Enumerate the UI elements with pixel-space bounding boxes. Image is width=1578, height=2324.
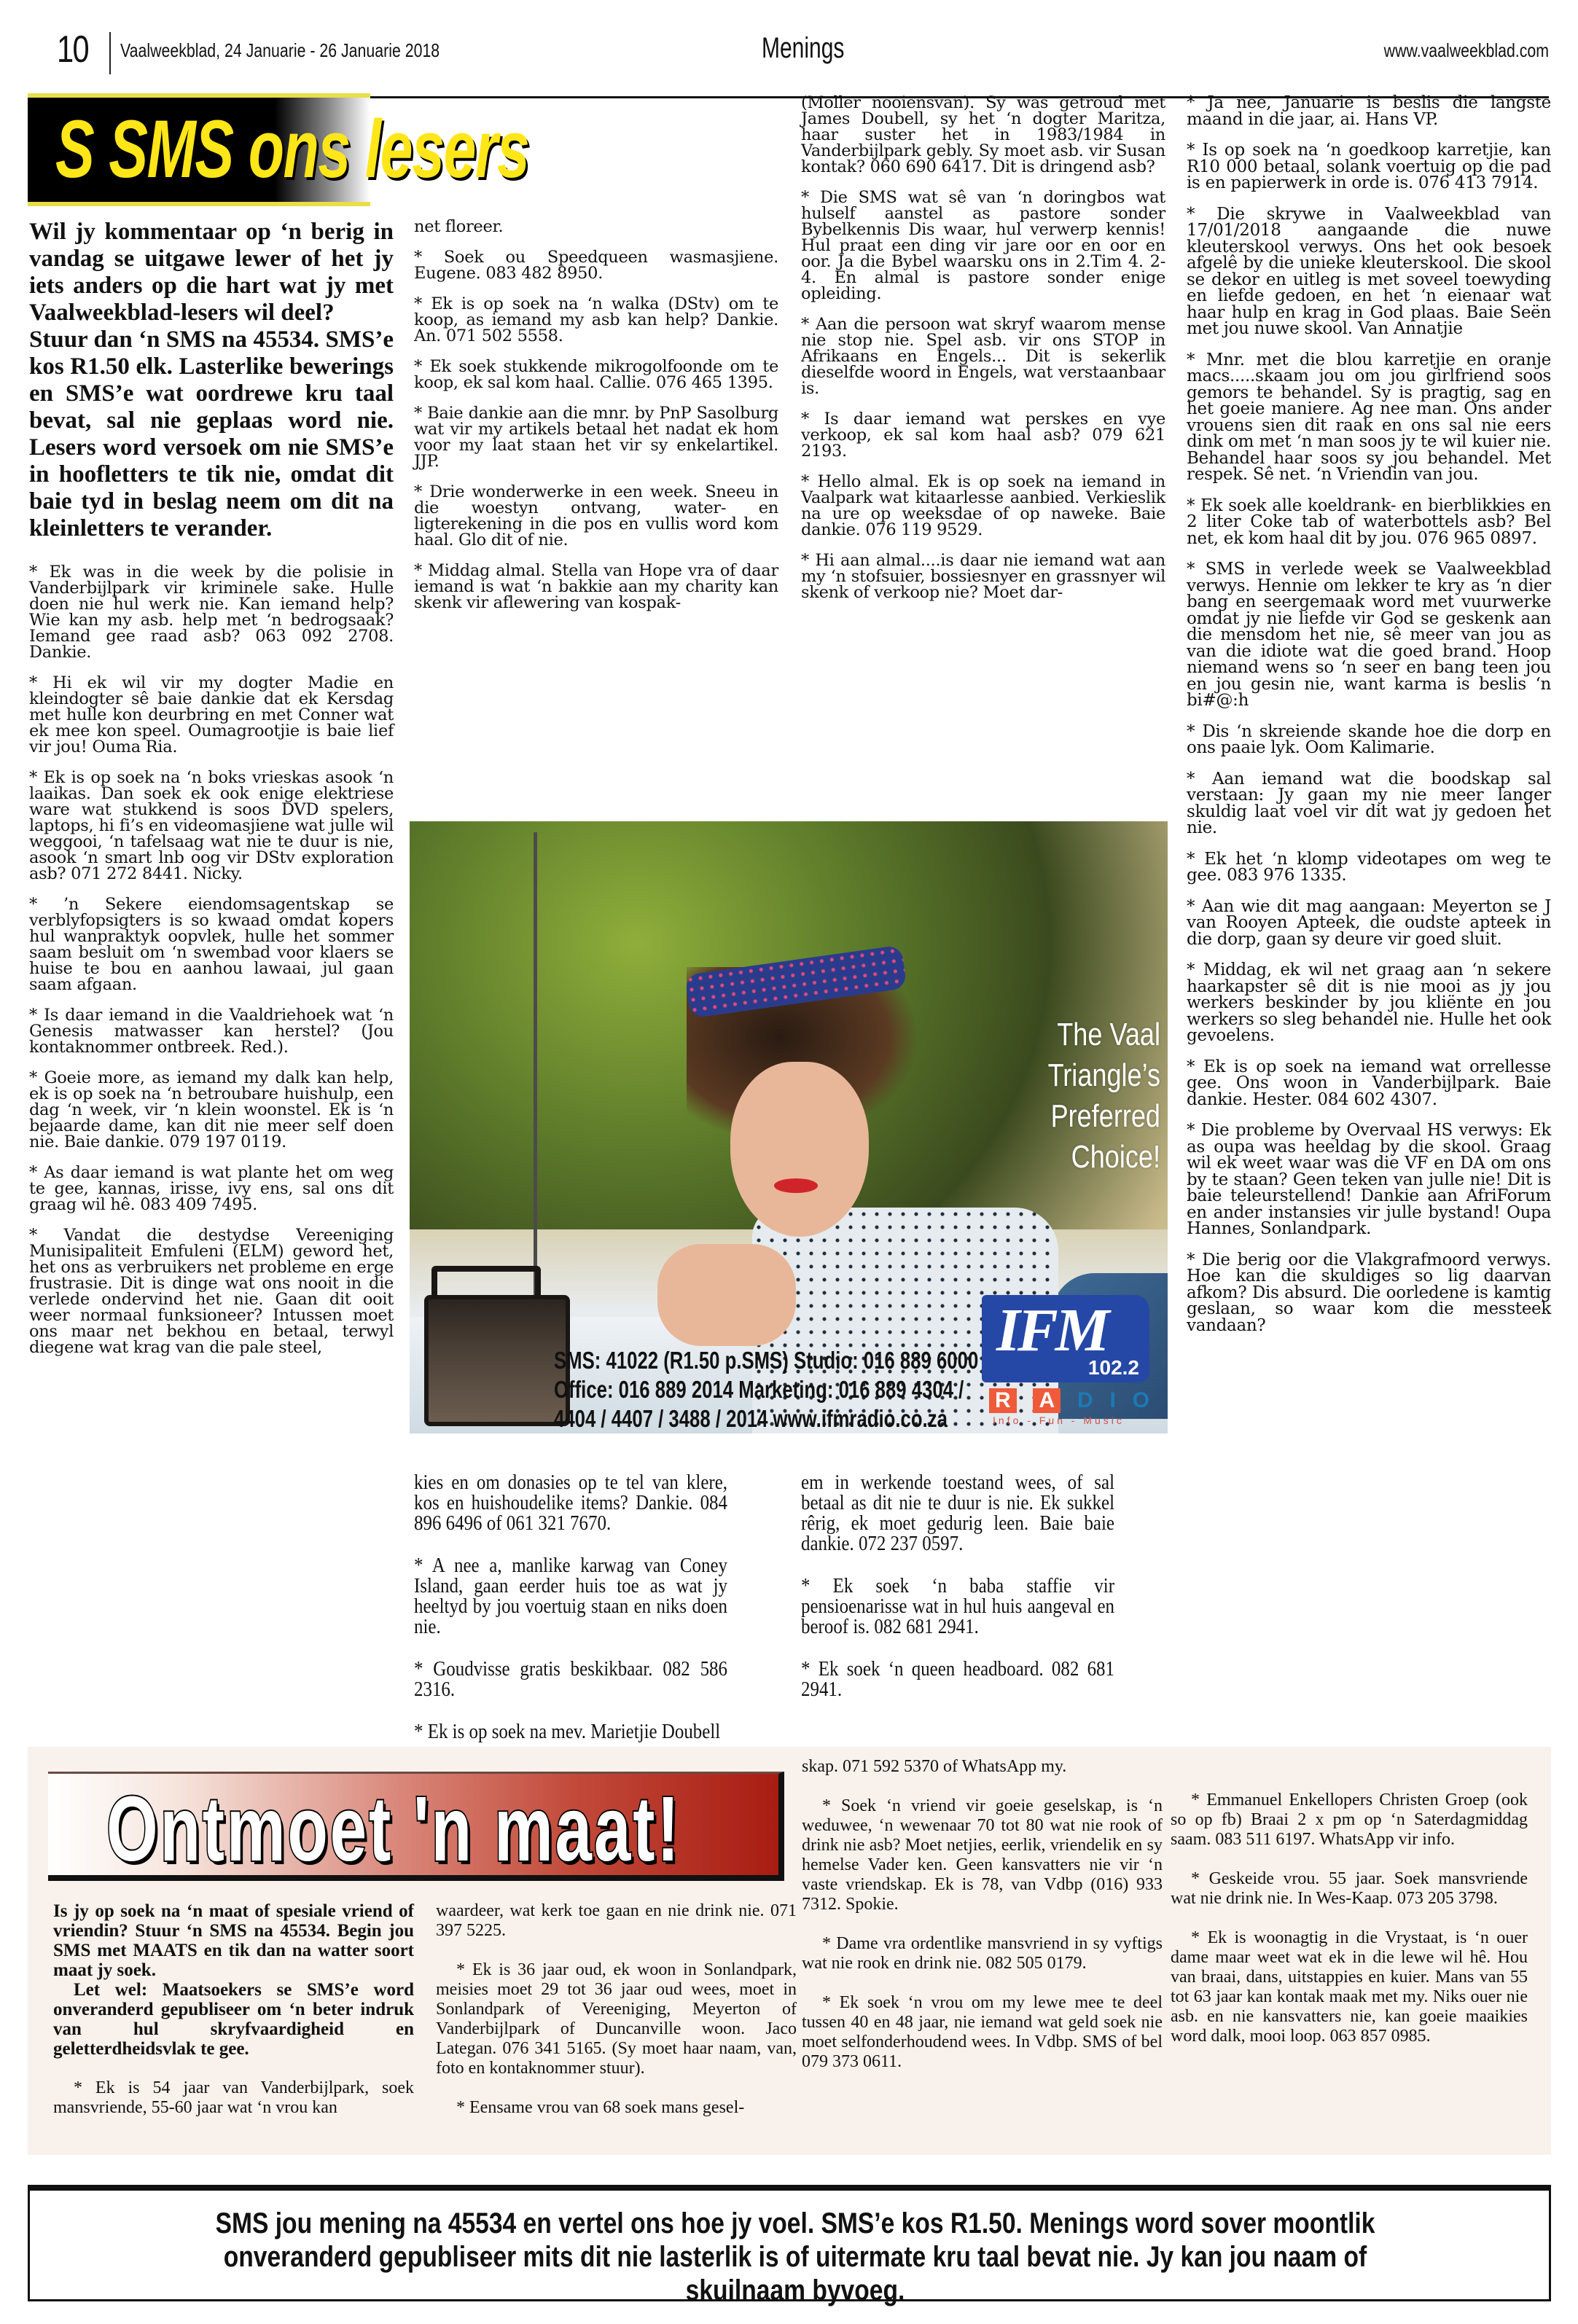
sms-message: * Hi ek wil vir my dogter Madie en kleindogter sê baie dankie dat ek Kersdag met hulle kon deurbring en met Conner wat ek mee kon speel. Oumagrootjie is baie lief vir jou! Ouma Ria.: [29, 673, 394, 756]
maat-message: * Ek is 54 jaar van Vanderbijlpark, soek mansvriende, 55-60 jaar wat ‘n vrou kan: [53, 2078, 414, 2117]
sms-notice-text: SMS jou mening na 45534 en vertel ons hoe jy voel. SMS’e kos R1.50. Menings word sover moontlik onveranderd gepubliseer mits dit nie lasterlik is of uitermate kru taal bevat nie. Jy kan jou naam of skuilnaam byvoeg.: [215, 2207, 1375, 2307]
sms-message: * Ek soek alle koeldrank- en bierblikkies en 2 liter Coke tab of waterbottels asb? Bel net, ek kom haal dit by jou. 076 965 0897.: [1187, 496, 1551, 548]
ad-model-lips: [774, 1178, 818, 1193]
radio-letter: I: [1109, 1388, 1116, 1412]
sms-message: * Mnr. met die blou karretjie en oranje macs.....skaam jou om jou girlfriend soos gemors te behandel. Sy is pragtig, sag en het goeie maniere. Ag nee man. Ons ander vrouens sien dit raak en ons sal nie eers dink om met ‘n man soos jy te wil kuier nie. Behandel haar soos sy jou behandel. Met respek. Sê net. ‘n Vriendin van jou.: [1187, 350, 1551, 484]
sms-message: * A nee a, manlike karwag van Coney Island, gaan eerder huis toe as wat jy heeltyd by jou voertuig staan en niks doen nie.: [414, 1554, 727, 1638]
sms-message: em in werkende toestand wees, of sal betaal as dit nie te duur is nie. Ek sukkel rêrig, ek moet gedurig leen. Baie baie dankie. 072 237 0597.: [801, 1471, 1114, 1555]
sms-intro: [29, 219, 394, 542]
sms-message: * Ek is op soek na iemand wat orrellesse gee. Ons woon in Vanderbijlpark. Baie dankie. Hester. 084 602 4307.: [1187, 1057, 1551, 1109]
sms-message: * Vandat die destydse Vereeniging Munisipaliteit Emfuleni (ELM) geword het, het ons as verbruikers net probleme en erge frustrasie. Dit is dinge wat ons nooit in die verlede ondervind het nie. Gaan dit ooit weer normaal funksioneer? Intussen moet ons maar net bekhou en betaal, terwyl diegene wat krag van die pale steel,: [29, 1226, 394, 1357]
sms-message: * Ek is op soek na ‘n walka (DStv) om te koop, as iemand my asb kan help? Dankie. An. 071 502 5558.: [414, 294, 778, 345]
ifm-logo: [982, 1295, 1149, 1382]
maat-intro-note: Let wel: Maatsoekers se SMS’e word onveranderd gepubliseer om ‘n beter indruk van hul skryfvaardigheid en geletterdheidsvlak te gee.: [53, 1980, 414, 2059]
website-link[interactable]: www.vaalweekblad.com: [1383, 39, 1549, 61]
sms-section-title: S SMS ons lesers: [55, 103, 529, 195]
ad-model-face: [730, 1062, 869, 1237]
sms-message: * Ek is op soek na ‘n boks vrieskas asook ‘n laaikas. Dan soek ek ook enige elektriese ware wat stukkend is soos DVD spelers, laptops, hi fi’s en videomasjiene wat julle wil weggooi, ‘n tafelsaag wat nie te duur is nie, asook ‘n smart lnb oog vir DStv exploration asb? 071 272 8441. Nicky.: [29, 768, 394, 883]
ifm-radio-advertisement[interactable]: [410, 821, 1168, 1433]
sms-message: * Is op soek na ‘n goedkoop karretjie, kan R10 000 betaal, solank voertuig op die pad is en papierwerk in orde is. 076 413 7914.: [1187, 141, 1551, 192]
radio-letter: D: [1077, 1388, 1093, 1412]
maat-message: waardeer, wat kerk toe gaan en nie drink nie. 071 397 5225.: [436, 1901, 797, 1940]
sms-message: * Goeie more, as iemand my dalk kan help, ek is op soek na ‘n betroubare huishulp, een dag ‘n week, vir ‘n klein woonstel. Ek is ‘n bejaarde dame, kan dit nie meer self doen nie. Baie dankie. 079 197 0119.: [29, 1068, 394, 1151]
maat-column-4: [1171, 1791, 1528, 2066]
maat-message: * Eensame vrou van 68 soek mans gesel-: [456, 2098, 745, 2117]
sms-column-2-lower: [414, 1472, 727, 1764]
radio-letter: A: [1033, 1388, 1061, 1413]
sms-message: * Is daar iemand in die Vaaldriehoek wat ‘n Genesis matwasser kan herstel? (Jou kontaknommer ontbreek. Red.).: [29, 1006, 394, 1057]
maat-intro: [53, 1901, 414, 2059]
radio-antenna-icon: [534, 832, 537, 1299]
sms-message: * Middag almal. Stella van Hope vra of daar iemand is wat ‘n bakkie aan my charity kan skenk vir aflewering van kospak-: [414, 561, 778, 612]
maat-message: * Ek soek ‘n vrou om my lewe mee te deel tussen 40 en 48 jaar, nie iemand wat geld soek nie moet selfonderhoudend wees. In Vdbp. SMS of bel 079 373 0611.: [802, 1993, 1163, 2071]
masthead: [29, 29, 1549, 73]
sms-message: * Drie wonderwerke in een week. Sneeu in die woestyn ontvang, water- en ligterekening in die pos en vullis word kom haal. Glo dit of nie.: [414, 482, 778, 549]
maat-message: * Geskeide vrou. 55 jaar. Soek mansvriende wat nie drink nie. In Wes-Kaap. 073 205 3798.: [1171, 1869, 1528, 1908]
ad-tagline: [963, 1014, 1160, 1178]
ad-contact-line-3[interactable]: 4404 / 4407 / 3488 / 2014 www.ifmradio.co.za: [554, 1405, 948, 1432]
vintage-radio-icon: [424, 1295, 570, 1426]
sms-intro-instructions: Stuur dan ‘n SMS na 45534. SMS’e kos R1.50 elk. Lasterlike bewerings en SMS’e wat oordrewe kru taal bevat, sal nie geplaas word nie. Lesers word versoek om nie SMS’e in hoofletters te tik nie, omdat dit baie tyd in beslag neem om dit na kleinletters te verander.: [29, 326, 394, 541]
sms-message: * Aan wie dit mag aangaan: Meyerton se J van Rooyen Apteek, die oudste apteek in die dorp, gaan sy deure vir goed sluit.: [1187, 896, 1551, 949]
sms-message: net floreer.: [414, 217, 504, 236]
page-number: 10: [57, 28, 89, 71]
maat-message: * Dame vra ordentlike mansvriend in sy vyftigs wat nie rook en drink nie. 082 505 0179.: [802, 1934, 1163, 1973]
sms-message: * Soek ou Speedqueen wasmasjiene. Eugene. 083 482 8950.: [414, 248, 778, 283]
sms-message: kies en om donasies op te tel van klere, kos en huishoudelike items? Dankie. 084 896 6496 of 061 321 7670.: [414, 1471, 727, 1535]
maat-message: * Soek ‘n vriend vir goeie geselskap, is ‘n weduwee, ‘n wewenaar 70 tot 80 wat nie rook of drink nie asb? Moet netjies, eerlik, vriendelik en sy hemelse Vader ken. Geen kansvatters nie vir ‘n vaste vriendskap. Ek is 78, van Vdbp (016) 933 7312. Spokie.: [802, 1796, 1163, 1914]
ad-tagline-line-1: The Vaal Triangle’s: [1047, 1017, 1160, 1093]
sms-message: * Ek is op soek na mev. Marietjie Doubell: [414, 1720, 721, 1743]
maat-banner: [48, 1772, 784, 1881]
ifm-logo-frequency: 102.2: [1087, 1356, 1139, 1379]
sms-intro-question: Wil jy kommentaar op ‘n berig in vandag se uitgawe lewer of het jy iets anders op die hart wat jy met Vaalweekblad-lesers wil deel?: [29, 219, 394, 326]
radio-subtitle: Info - Fun - Music: [993, 1415, 1125, 1426]
maat-column-1: [53, 1901, 414, 2137]
ifm-logo-name: IFM: [996, 1296, 1107, 1364]
sms-message: * Ek het ‘n klomp videotapes om weg te gee. 083 976 1335.: [1187, 849, 1551, 885]
maat-column-3: [802, 1757, 1163, 2092]
sms-section-banner: [28, 93, 529, 206]
sms-message: * Hi aan almal....is daar nie iemand wat aan my ‘n stofsuier, bossiesnyer en grassnyer wil skenk of verkoop nie? Moet dar-: [801, 551, 1165, 602]
sms-message: * Aan iemand wat die boodskap sal verstaan: Jy gaan my nie meer langer skuldig laat voel vir dit wat jy gedoen het nie.: [1187, 769, 1551, 837]
sms-message: * Ek soek ‘n baba staffie vir pensioenarisse wat in hul huis aangeval en beroof is. 082 681 2941.: [801, 1574, 1114, 1638]
ad-contact-details: [554, 1346, 979, 1433]
sms-message: * Hello almal. Ek is op soek na iemand in Vaalpark wat kitaarlesse aanbied. Verkieslik na ure op weeksdae of op naweke. Baie dankie. 076 119 9529.: [801, 472, 1165, 539]
ad-model-arm: [657, 1244, 796, 1346]
masthead-divider: [109, 32, 111, 74]
sms-notice-box: [28, 2185, 1551, 2307]
sms-message: * Dis ‘n skreiende skande hoe die dorp en ons paaie lyk. Oom Kalimarie.: [1187, 721, 1551, 757]
sms-message: * Ek soek ‘n queen headboard. 082 681 2941.: [801, 1657, 1114, 1701]
maat-title: Ontmoet 'n maat!: [106, 1777, 681, 1880]
sms-column-2: [414, 219, 778, 625]
maat-section: [28, 1747, 1551, 2155]
sms-message: * Goudvisse gratis beskikbaar. 082 586 2316.: [414, 1657, 727, 1701]
sms-message: * Baie dankie aan die mnr. by PnP Sasolburg wat vir my artikels betaal het nadat ek hom voor my laat staan het vir sy enkelartikel. JJP.: [414, 404, 778, 471]
section-name: Menings: [762, 32, 845, 64]
sms-column-3-lower: [801, 1472, 1114, 1721]
ad-contact-line-2: Office: 016 889 2014 Marketing: 016 889 4304 /: [554, 1376, 964, 1403]
maat-message: * Ek is woonagtig in die Vrystaat, is ‘n ouer dame maar weet wat ek in die lewe wil hê. Hou van braai, dans, uitstappies en kuier. Mans van 55 tot 63 jaar kan kontak maak met my. Niks ouer nie asb. en nie kansvatters nie, kan goeie maaikies word dalk, mooi loop. 063 857 0985.: [1171, 1928, 1528, 2046]
maat-message: * Ek is 36 jaar oud, ek woon in Sonlandpark, meisies moet 29 tot 36 jaar oud wees, moet in Sonlandpark of Vereeniging, Meyerton of Vanderbijlpark of Duncanville woon. Jaco Lategan. 076 341 5165. (Sy moet haar naam, van, foto en kontaknommer stuur).: [436, 1960, 797, 2078]
radio-letter: O: [1132, 1388, 1149, 1412]
sms-message: * ’n Sekere eiendomsagentskap se verblyfopsigters is so kwaad omdat kopers hul wanpraktyk oopvlek, hulle het sommer saam besluit om ‘n swembad voor klaers se huise te bou en aanhou lawaai, jul gaan saam afgaan.: [29, 895, 394, 994]
sms-message: * Is daar iemand wat perskes en vye verkoop, ek sal kom haal asb? 079 621 2193.: [801, 410, 1165, 461]
sms-message: * As daar iemand is wat plante het om weg te gee, kannas, irisse, ivy ens, sal ons dit graag wil hê. 083 409 7495.: [29, 1163, 394, 1214]
maat-column-2: [436, 1901, 797, 2137]
sms-message: * Aan die persoon wat skryf waarom mense nie stop nie. Spel asb. vir ons STOP in Afrikaans en Engels... Dit is sekerlik dieselfde woord in Engels, wat verstaanbaar is.: [801, 315, 1165, 398]
sms-column-4: [1187, 95, 1551, 1348]
maat-message: skap. 071 592 5370 of WhatsApp my.: [802, 1757, 1067, 1776]
sms-message: * Ek soek stukkende mikrogolfoonde om te koop, ek sal kom haal. Callie. 076 465 1395.: [414, 357, 778, 392]
sms-message: * Die probleme by Overvaal HS verwys: Ek as oupa was heeldag by die skool. Graag wil ek weet waar was die VF en DA om ons by te staan? Geen teken van julle nie! Dit is baie teleurstellend! Dankie aan AfriForum en ander instansies vir julle bystand! Oupa Hannes, Sonlandpark.: [1187, 1121, 1551, 1238]
sms-message: * Ja nee, Januarie is beslis die langste maand in die jaar, ai. Hans VP.: [1187, 93, 1551, 129]
sms-message: * Ek was in die week by die polisie in Vanderbijlpark vir kriminele sake. Hulle doen nie hul werk nie. Kan iemand help? Wie kan my asb. help met ‘n bedrogsaak? Iemand gee raad asb? 063 092 2708. Dankie.: [29, 563, 394, 662]
sms-column-3: [801, 95, 1165, 615]
sms-message: * SMS in verlede week se Vaalweekblad verwys. Hennie om lekker te kry as ‘n dier bang en seergemaak word met vuurwerke omdat jy nie liefde vir God se geskenk aan die mensdom het nie, sê meer van jou as van die idiote wat die goed brand. Hoop niemand wens so ‘n seer en bang teen jou en jou gesin nie, want karma is beslis ‘n bi#@:h: [1187, 560, 1551, 710]
sms-message: * Die berig oor die Vlakgrafmoord verwys. Hoe kan die skuldiges so lig daarvan afkom? Dis absurd. Die oorledene is kamtig geslaan, so waar kom die messteek vandaan?: [1187, 1250, 1551, 1335]
radio-wordmark: [989, 1388, 1149, 1413]
sms-messages: [29, 564, 394, 1355]
ad-contact-line-1: SMS: 41022 (R1.50 p.SMS) Studio: 016 889 6000: [554, 1347, 979, 1374]
sms-message: * Middag, ek wil net graag aan ‘n sekere haarkapster sê dit is nie mooi as jy jou werkers beskinder by jou kliënte en jou werkers so sleg behandel nie. Hulle het ook gevoelens.: [1187, 960, 1551, 1045]
sms-message: * Die skrywe in Vaalweekblad van 17/01/2018 aangaande die nuwe kleuterskool verwys. Ons het ook besoek afgelê by die unieke kleuterskool. Die skool se dekor en uitleg is met soveel toewyding en liefde gedoen, en het ‘n eienaar wat haar hulp en krag in God plaas. Baie Seën met jou nuwe skool. Van Annatjie: [1187, 204, 1551, 338]
sms-message: * Die SMS wat sê van ‘n doringbos wat hulself aanstel as pastore sonder Bybelkennis Dis waar, hul verwerp kennis! Hul praat een ding vir jare oor en oor en oor. Ja die Bybel waarsku ons in 2.Tim 4. 2-4. En almal is pastore sonder enige opleiding.: [801, 188, 1165, 303]
publication-date: Vaalweekblad, 24 Januarie - 26 Januarie 2018: [120, 39, 440, 61]
maat-intro-question: Is jy op soek na ‘n maat of spesiale vriend of vriendin? Stuur ‘n SMS na 45534. Begin jou SMS met MAATS en tik dan na watter soort maat jy soek.: [53, 1901, 414, 1980]
sms-column-1: [29, 219, 394, 1370]
radio-letter: R: [989, 1388, 1017, 1413]
ad-tagline-line-2: Preferred Choice!: [1050, 1098, 1160, 1175]
sms-message: (Moller nooiensvan). Sy was getroud met James Doubell, sy het ‘n dogter Maritza, haar suster het in 1983/1984 in Vanderbijlpark gebly. Sy moet asb. vir Susan kontak? 060 690 6417. Dit is dringend asb?: [801, 93, 1165, 176]
maat-message: * Emmanuel Enkellopers Christen Groep (ook so op fb) Braai 2 x pm op ‘n Saterdagmiddag saam. 083 511 6197. WhatsApp vir info.: [1171, 1791, 1528, 1849]
